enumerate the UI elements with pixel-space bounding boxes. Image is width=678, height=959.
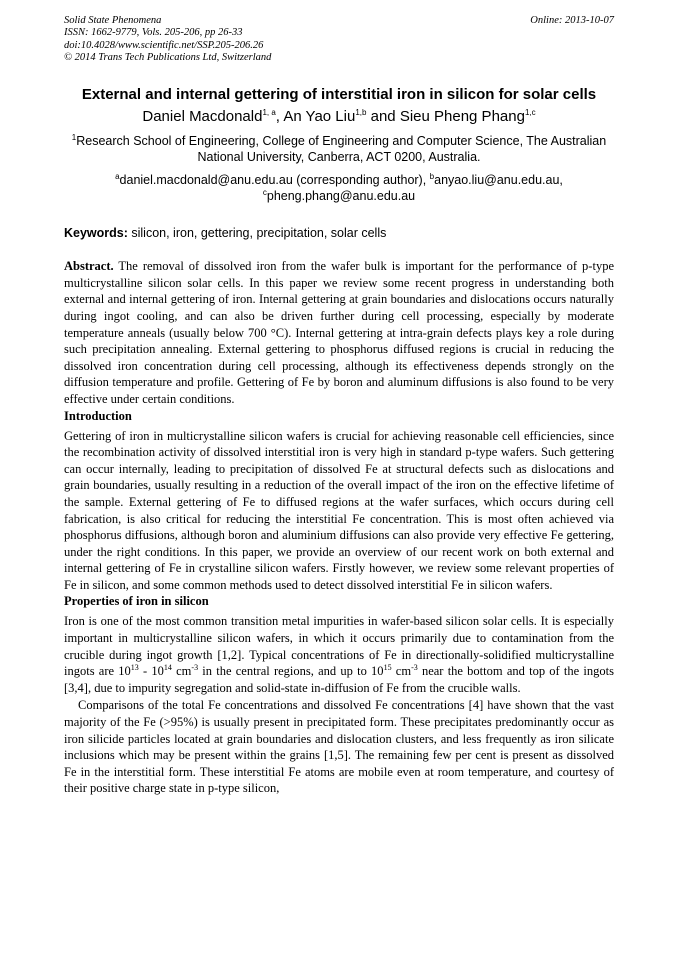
exponent: -3	[411, 663, 418, 673]
online-date: Online: 2013-10-07	[530, 15, 614, 26]
author-name: Sieu Pheng Phang	[399, 108, 525, 126]
journal-doi: doi:10.4028/www.scientific.net/SSP.205-206.26	[64, 39, 264, 51]
exponent: 14	[163, 663, 172, 673]
author-affiliation-mark: 1, a	[262, 108, 276, 118]
text-run: in the central regions, and up to 10	[198, 664, 384, 679]
author-name: An Yao Liu	[283, 108, 356, 126]
abstract-text: The removal of dissolved iron from the wafer bulk is important for the performance of p-type multicrystalline silicon solar cells. In this paper we review some recent progress in understanding both external and internal gettering of iron. Internal gettering at grain boundaries and dislocations occurs naturally during ingot cooling, and can also be driven further during cell processing, especially by moderate temperature anneals (usually below 700 °C). Internal gettering at intra-grain defects plays key a role during such precipitation annealing. External gettering to phosphorus diffused regions is crucial in reducing the dissolved iron concentration during cell processing, although its effectiveness depends strongly on the diffusion temperature and profile. Gettering of Fe by boron and aluminum diffusions is also found to be very effective under certain conditions.	[64, 259, 614, 406]
text-run: cm	[171, 664, 192, 679]
keywords-label: Keywords:	[64, 226, 128, 241]
keywords	[64, 225, 614, 241]
affiliation-mark: 1	[71, 133, 77, 143]
author-affiliation-mark: 1,b	[355, 108, 367, 118]
email-mark: c	[262, 187, 267, 197]
journal-header	[64, 15, 614, 64]
email-address[interactable]: pheng.phang@anu.edu.au	[266, 188, 416, 203]
properties-paragraph-2: Comparisons of the total Fe concentrations and dissolved Fe concentrations [4] have shown that the vast majority of the Fe (>95%) is usually present in precipitated form. These precipitates predominantly occur as iron silicide particles located at grain boundaries and dislocation clusters, and less frequently as iron silicate inclusions which may be present within the grains [1,5]. The remaining few per cent is present as dissolved Fe in the interstitial form. These interstitial Fe atoms are mobile even at room temperature, and courtesy of their positive charge state in p-type silicon,	[64, 698, 614, 796]
email-address[interactable]: daniel.macdonald@anu.edu.au (corresponding author),	[119, 173, 430, 188]
section-heading-properties: Properties of iron in silicon	[64, 594, 209, 609]
text-run: near the bottom and top of the ingots [3,4], due to impurity segregation and solid-state in-diffusion of Fe from the crucible walls.	[64, 664, 614, 695]
text-run: - 10	[138, 664, 164, 679]
paper-title: External and internal gettering of interstitial iron in silicon for solar cells	[81, 86, 597, 104]
journal-issn: ISSN: 1662-9779, Vols. 205-206, pp 26-33	[64, 27, 243, 39]
section-heading-introduction: Introduction	[64, 408, 132, 423]
abstract-label: Abstract.	[64, 259, 114, 274]
author-separator: and	[366, 108, 400, 126]
author-name: Daniel Macdonald	[142, 108, 263, 126]
exponent: 15	[383, 663, 392, 673]
introduction-paragraph: Gettering of iron in multicrystalline silicon wafers is crucial for achieving reasonable cell efficiencies, since the recombination activity of dissolved interstitial iron is very high in standard p-type wafers. Such gettering can occur internally, leading to precipitation of dissolved Fe at structural defects such as dislocations and grain boundaries, usually resulting in a reduction of the overall impact of the iron on the effective lifetime of the sample. External gettering of Fe to diffused regions at the wafer surfaces, which occurs during cell fabrication, is also critical for reducing the interstitial Fe concentration. This is most often achieved via phosphorus diffusions, although boron and aluminium diffusions can also provide very effective Fe gettering, under the right conditions. In this paper, we provide an overview of our recent work on both external and internal gettering of Fe in crystalline silicon wafers. Firstly however, we review some relevant properties of Fe in silicon, and some common methods used to detect dissolved interstitial Fe in silicon wafers.	[64, 428, 614, 592]
email-mark: a	[115, 172, 120, 182]
author-emails	[64, 173, 614, 204]
exponent: 13	[130, 663, 139, 673]
email-address[interactable]: anyao.liu@anu.edu.au,	[434, 173, 563, 188]
affiliation	[64, 133, 614, 165]
author-list	[64, 107, 614, 126]
author-separator: ,	[275, 108, 284, 126]
abstract	[64, 258, 614, 407]
journal-copyright: © 2014 Trans Tech Publications Ltd, Switzerland	[64, 51, 272, 63]
email-mark: b	[429, 172, 435, 182]
author-affiliation-mark: 1,c	[524, 108, 536, 118]
journal-name: Solid State Phenomena	[64, 15, 162, 26]
properties-paragraph-1	[64, 613, 614, 696]
exponent: -3	[191, 663, 199, 673]
text-run: Iron is one of the most common transition metal impurities in wafer-based silicon solar cells. It is especially important in multicrystalline silicon wafers, in which it occurs primarily due to contamination from the crucible during ingot growth [1,2]. Typical concentrations of Fe in directionally-solidified multicrystalline ingots are 10	[64, 614, 614, 679]
affiliation-text: Research School of Engineering, College of Engineering and Computer Science, The Australian National University, Canberra, ACT 0200, Australia.	[76, 134, 607, 165]
keywords-text: silicon, iron, gettering, precipitation, solar cells	[127, 226, 387, 241]
text-run: cm	[391, 664, 412, 679]
